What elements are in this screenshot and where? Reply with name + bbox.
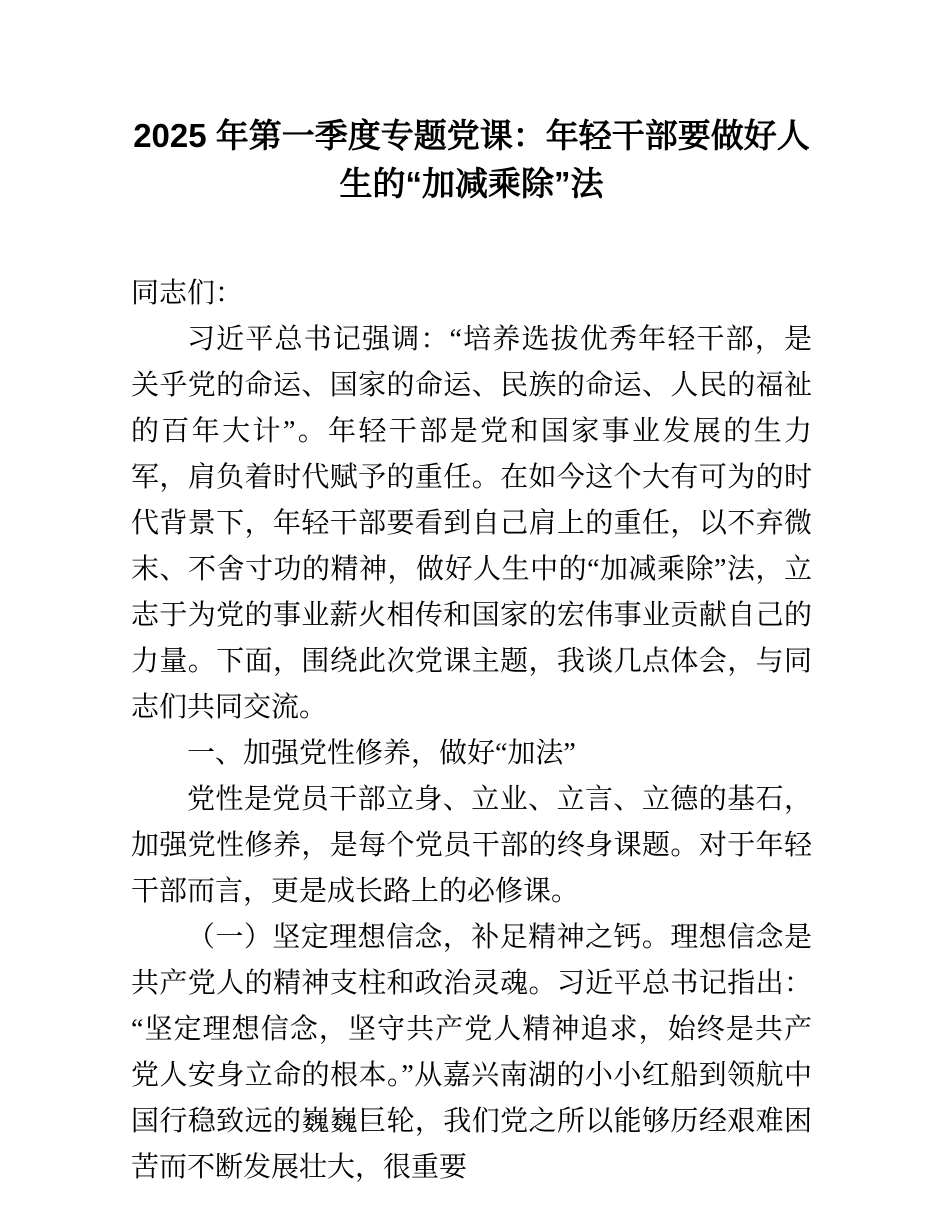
document-body bbox=[131, 271, 812, 1191]
document-title: 2025 年第一季度专题党课：年轻干部要做好人生的“加减乘除”法 bbox=[133, 117, 810, 202]
paragraph-party-spirit: 党性是党员干部立身、立业、立言、立德的基石，加强党性修养，是每个党员干部的终身课题。对于年轻干部而言，更是成长路上的必修课。 bbox=[131, 784, 812, 907]
paragraph-ideals: （一）坚定理想信念，补足精神之钙。理想信念是共产党人的精神支柱和政治灵魂。习近平总书记指出：“坚定理想信念，坚守共产党人精神追求，始终是共产党人安身立命的根本。”从嘉兴南湖的小小红船到领航中国行稳致远的巍巍巨轮，我们党之所以能够历经艰难困苦而不断发展壮大，很重要 bbox=[131, 922, 812, 1183]
paragraph-intro: 习近平总书记强调：“培养选拔优秀年轻干部，是关乎党的命运、国家的命运、民族的命运、人民的福祉的百年大计”。年轻干部是党和国家事业发展的生力军，肩负着时代赋予的重任。在如今这个大有可为的时代背景下，年轻干部要看到自己肩上的重任，以不弃微末、不舍寸功的精神，做好人生中的“加减乘除”法，立志于为党的事业薪火相传和国家的宏伟事业贡献自己的力量。下面，围绕此次党课主题，我谈几点体会，与同志们共同交流。 bbox=[131, 324, 812, 723]
salutation: 同志们： bbox=[131, 278, 244, 309]
section-heading-1: 一、加强党性修养，做好“加法” bbox=[187, 738, 576, 769]
